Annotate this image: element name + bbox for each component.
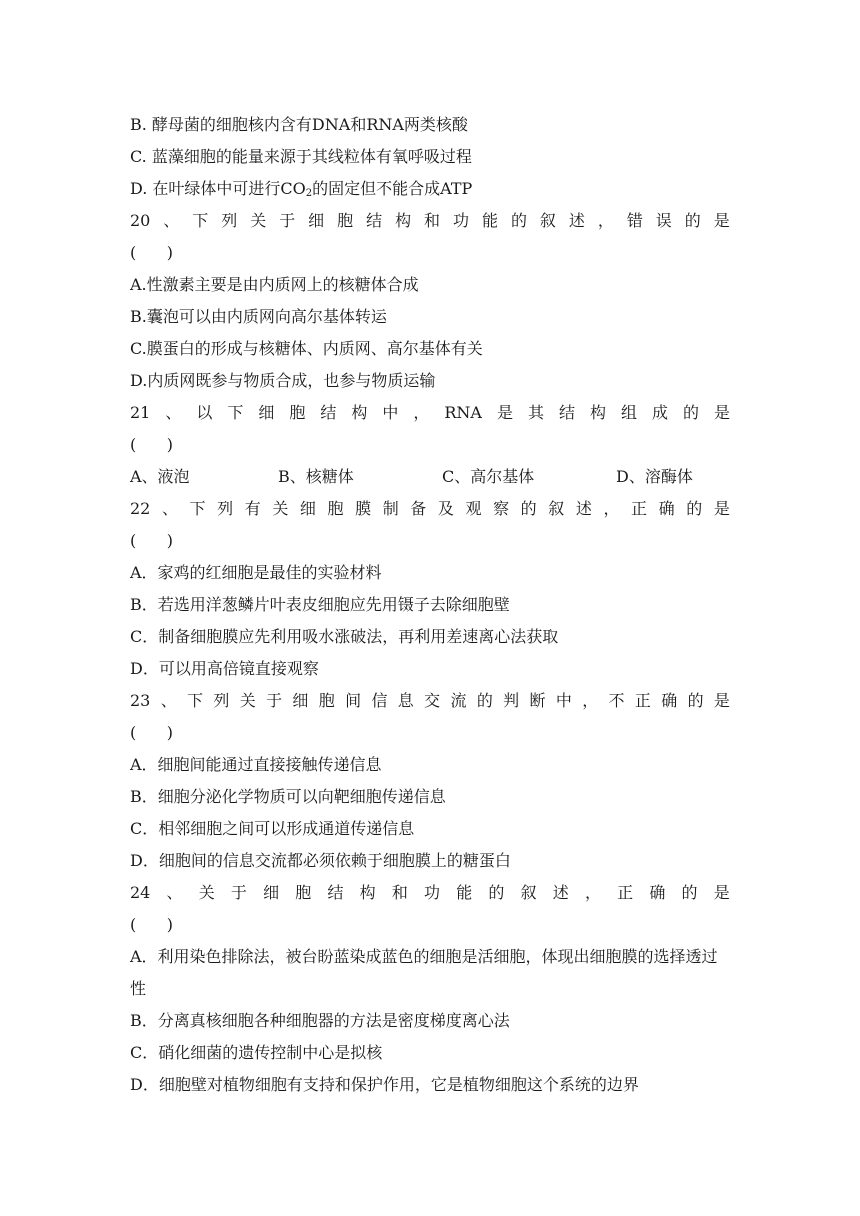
option-line: C. 蓝藻细胞的能量来源于其线粒体有氧呼吸过程 — [130, 147, 472, 166]
stem-char: 关 — [250, 211, 267, 230]
stem-char: 述 — [568, 211, 585, 230]
question-content — [130, 109, 730, 1101]
inline-options — [130, 461, 730, 493]
stem-char: 的 — [684, 211, 701, 230]
stem-char: 是 — [713, 403, 730, 422]
stem-char: 下 — [189, 499, 206, 518]
stem-char: 是 — [713, 499, 730, 518]
answer-blank: ( ) — [130, 915, 173, 934]
stem-char: 列 — [217, 499, 234, 518]
stem-char: 胞 — [318, 691, 335, 710]
stem-char: 和 — [424, 211, 441, 230]
stem-char: 于 — [230, 883, 247, 902]
stem-char: 其 — [527, 403, 544, 422]
stem-char: 、 — [161, 499, 178, 518]
stem-char: 关 — [272, 499, 289, 518]
option-line: A．细胞间能通过直接接触传递信息 — [130, 755, 382, 774]
stem-char: 述 — [552, 883, 569, 902]
stem-char: 关 — [198, 883, 215, 902]
stem-char: 断 — [529, 691, 546, 710]
stem-char: ， — [582, 691, 599, 710]
option-line: B．细胞分泌化学物质可以向靶细胞传递信息 — [130, 787, 446, 806]
stem-char: 错 — [626, 211, 643, 230]
stem-char: 细 — [258, 403, 275, 422]
stem-char: 信 — [371, 691, 388, 710]
option-line: C．相邻细胞之间可以形成通道传递信息 — [130, 819, 415, 838]
stem-char: ， — [603, 499, 620, 518]
stem-char: 结 — [320, 403, 337, 422]
stem-char: 结 — [327, 883, 344, 902]
answer-blank: ( ) — [130, 531, 173, 550]
stem-char: 细 — [292, 691, 309, 710]
stem-char: 间 — [345, 691, 362, 710]
option-c: C、高尔基体 — [442, 467, 535, 486]
stem-char: 判 — [503, 691, 520, 710]
stem-char: 、 — [165, 403, 182, 422]
stem-char: 息 — [397, 691, 414, 710]
stem-char: 正 — [634, 691, 651, 710]
stem-char: 下 — [187, 691, 204, 710]
option-line: B. 酵母菌的细胞核内含有DNA和RNA两类核酸 — [130, 115, 468, 134]
stem-char: 构 — [359, 883, 376, 902]
stem-char: ， — [413, 403, 430, 422]
stem-char: 的 — [488, 883, 505, 902]
stem-char: 的 — [686, 499, 703, 518]
stem-char: 细 — [263, 883, 280, 902]
stem-char: 组 — [620, 403, 637, 422]
option-d: D、溶酶体 — [616, 467, 693, 486]
stem-char: 能 — [481, 211, 498, 230]
stem-char: 叙 — [539, 211, 556, 230]
stem-char: 的 — [476, 691, 493, 710]
stem-char: 结 — [366, 211, 383, 230]
stem-char: 功 — [424, 883, 441, 902]
option-line: B．若选用洋葱鳞片叶表皮细胞应先用镊子去除细胞壁 — [130, 595, 510, 614]
subscript: 2 — [305, 188, 313, 199]
stem-char: 叙 — [548, 499, 565, 518]
stem-char: 细 — [299, 499, 316, 518]
stem-char: 胞 — [327, 499, 344, 518]
stem-char: RNA — [444, 403, 482, 422]
option-line: D．细胞壁对植物细胞有支持和保护作用，它是植物细胞这个系统的边界 — [130, 1075, 639, 1094]
stem-char: 是 — [713, 691, 730, 710]
stem-char: 和 — [391, 883, 408, 902]
answer-blank: ( ) — [130, 723, 173, 742]
stem-char: 22 — [130, 499, 151, 518]
stem-char: 胞 — [295, 883, 312, 902]
question-stem — [130, 397, 730, 429]
stem-char: 的 — [687, 691, 704, 710]
question-stem — [130, 685, 730, 717]
stem-char: 20 — [130, 211, 151, 230]
stem-char: 胞 — [289, 403, 306, 422]
stem-char: 关 — [239, 691, 256, 710]
stem-char: 观 — [465, 499, 482, 518]
stem-char: 24 — [130, 883, 151, 902]
stem-char: 交 — [424, 691, 441, 710]
option-line: A.性激素主要是由内质网上的核糖体合成 — [130, 275, 419, 294]
question-stem — [130, 493, 730, 525]
option-a: A、液泡 — [130, 467, 190, 486]
question-stem — [130, 877, 730, 909]
stem-char: 的 — [510, 211, 527, 230]
stem-char: 中 — [555, 691, 572, 710]
stem-char: 中 — [382, 403, 399, 422]
stem-char: 制 — [382, 499, 399, 518]
stem-char: 正 — [617, 883, 634, 902]
stem-char: 膜 — [355, 499, 372, 518]
stem-char: 细 — [308, 211, 325, 230]
stem-char: 误 — [655, 211, 672, 230]
stem-char: ， — [597, 211, 614, 230]
option-line: D.内质网既参与物质合成，也参与物质运输 — [130, 371, 436, 390]
stem-char: 构 — [395, 211, 412, 230]
option-line: C．硝化细菌的遗传控制中心是拟核 — [130, 1043, 383, 1062]
stem-char: 成 — [651, 403, 668, 422]
stem-char: 确 — [649, 883, 666, 902]
option-line: A．家鸡的红细胞是最佳的实验材料 — [130, 563, 382, 582]
stem-char: 正 — [631, 499, 648, 518]
stem-char: 、 — [160, 691, 177, 710]
stem-char: 的 — [520, 499, 537, 518]
stem-char: 胞 — [337, 211, 354, 230]
stem-char: 于 — [266, 691, 283, 710]
stem-char: 备 — [410, 499, 427, 518]
option-b: B、核糖体 — [278, 467, 354, 486]
option-line: B．分离真核细胞各种细胞器的方法是密度梯度离心法 — [130, 1011, 510, 1030]
stem-char: 结 — [558, 403, 575, 422]
stem-char: 述 — [575, 499, 592, 518]
stem-char: 是 — [713, 211, 730, 230]
stem-char: 构 — [351, 403, 368, 422]
stem-char: 确 — [661, 691, 678, 710]
stem-char: 、 — [163, 211, 180, 230]
stem-char: 21 — [130, 403, 151, 422]
stem-char: 流 — [450, 691, 467, 710]
stem-char: 下 — [192, 211, 209, 230]
stem-char: 是 — [713, 883, 730, 902]
stem-char: 的 — [682, 403, 699, 422]
option-line: D．细胞间的信息交流都必须依赖于细胞膜上的糖蛋白 — [130, 851, 511, 870]
stem-char: ， — [584, 883, 601, 902]
stem-char: 及 — [437, 499, 454, 518]
stem-char: 于 — [279, 211, 296, 230]
stem-char: 不 — [608, 691, 625, 710]
option-line — [130, 173, 730, 205]
option-text: D. 在叶绿体中可进行CO — [130, 179, 306, 198]
stem-char: 叙 — [520, 883, 537, 902]
question-stem — [130, 205, 730, 237]
stem-char: 下 — [227, 403, 244, 422]
option-line: B.囊泡可以由内质网向高尔基体转运 — [130, 307, 387, 326]
stem-char: 能 — [456, 883, 473, 902]
stem-char: 的 — [681, 883, 698, 902]
option-line: C.膜蛋白的形成与核糖体、内质网、高尔基体有关 — [130, 339, 483, 358]
option-line: A．利用染色排除法，被台盼蓝染成蓝色的细胞是活细胞，体现出细胞膜的选择透过性 — [130, 947, 718, 998]
stem-char: 是 — [496, 403, 513, 422]
stem-char: 有 — [244, 499, 261, 518]
stem-char: 23 — [130, 691, 151, 710]
stem-char: 列 — [213, 691, 230, 710]
stem-char: 、 — [166, 883, 183, 902]
stem-char: 列 — [221, 211, 238, 230]
stem-char: 功 — [453, 211, 470, 230]
answer-blank: ( ) — [130, 435, 173, 454]
stem-char: 察 — [493, 499, 510, 518]
option-text: 的固定但不能合成ATP — [312, 179, 473, 198]
option-line: D．可以用高倍镜直接观察 — [130, 659, 319, 678]
stem-char: 以 — [196, 403, 213, 422]
option-line: C．制备细胞膜应先利用吸水涨破法，再利用差速离心法获取 — [130, 627, 559, 646]
stem-char: 确 — [658, 499, 675, 518]
answer-blank: ( ) — [130, 243, 173, 262]
stem-char: 构 — [589, 403, 606, 422]
